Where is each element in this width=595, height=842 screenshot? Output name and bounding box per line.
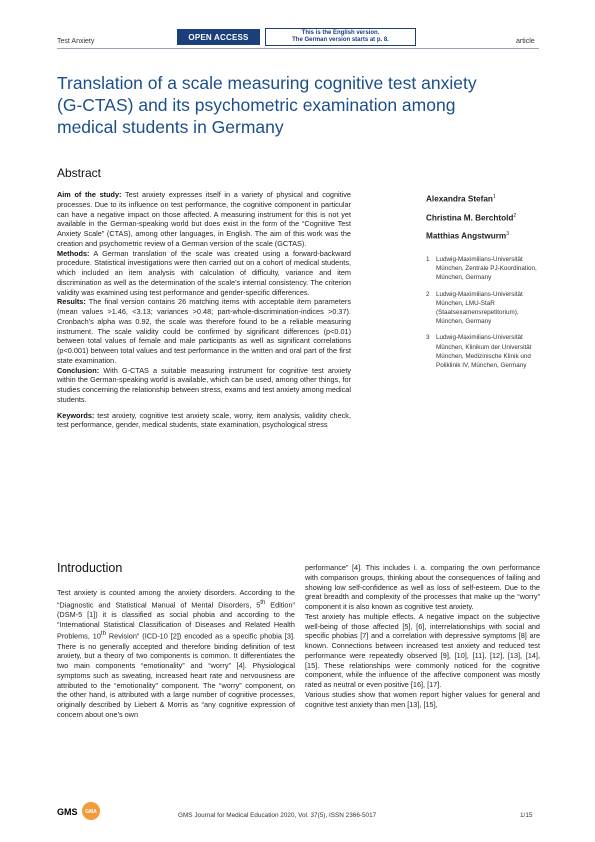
abstract-methods [57, 249, 351, 298]
header-divider [57, 48, 539, 49]
intro-paragraph-1-cont: performance” [4]. This includes i. a. comparing the own performance with comparison groups, thinking about the consequences of failing and showing low self-confidence as well as loss of self-esteem. Due to the great breadth and complexity of the processes that make up the “worry” component it is also known as cognitive test anxiety. [305, 563, 540, 611]
keywords-label: Keywords: [57, 410, 95, 420]
abstract-keywords [57, 411, 351, 431]
aim-label: Aim of the study: [57, 190, 122, 199]
introduction-heading: Introduction [57, 561, 123, 575]
conclusion-text: With G-CTAS a suitable measuring instrument for cognitive test anxiety within the German-speaking world is available, which can be used, among other things, for studies concerning the relationship between stress, exams and test anxiety among medical students. [57, 365, 351, 404]
abstract-body [57, 190, 351, 430]
author-list [426, 189, 546, 245]
methods-label: Methods: [57, 248, 90, 258]
results-label: Results: [57, 297, 86, 307]
intro-p1-sup-1: th [260, 598, 266, 606]
author-3-name: Matthias Angstwurm [426, 232, 507, 242]
open-access-badge: OPEN ACCESS [177, 29, 260, 45]
introduction-right-column [305, 563, 540, 709]
affiliation-1-text: Ludwig-Maximilians-Universität München, Zentrale PJ-Koordination, München, Germany [436, 256, 537, 282]
intro-p1-part-b: Edition” (DSM-5 [1]) it is classified as social phobia and according to the “International Statistical Classification of Diseases and Related Health Problems, 10 [57, 600, 295, 641]
gms-logo-graphic [57, 800, 109, 822]
language-note-line1: This is the English version. [301, 30, 380, 36]
keywords-text: test anxiety, cognitive test anxiety scale, worry, item analysis, validity check, test performance, gender, medical students, state examination, psychological stress [57, 410, 351, 430]
affiliation-item [426, 255, 546, 283]
author-name [426, 189, 546, 208]
intro-p1-part-c: Revision” (ICD-10 [2]) encoded as a specific phobia [3]. There is no generally accepted and therefore binding definition of test anxiety, but a theory of two components is common. It differentiates the two main components “emotionality” and “worry” [4]. Physiological symptoms such as sweating, increased heart rate and nervousness are attributed to the “emotionality” component. The “worry” component, on the other hand, is attributed with a large number of cognitive processes, originally described by Liebert & Morris as “any cognitive expression of concern about one’s own [57, 631, 296, 719]
article-type-label: article [516, 38, 535, 45]
affiliation-3-text: Ludwig-Maximilians-Universität München, Klinikum der Universität München, Medizinische Klinik und Poliklinik IV, München, Germany [436, 334, 532, 370]
author-1-sup: 1 [492, 194, 496, 200]
author-2-sup: 2 [513, 212, 517, 219]
methods-text: A German translation of the scale was created using a forward-backward procedure. Statistical investigations were then carried out on a cohort of medical students, which included an item analysis with calculation of difficulty, variance and item discrimination as well as the determination of the scale’s internal consistency. The criterion validity was examined using test performance and gender-specific differences. [57, 248, 351, 297]
affiliation-item [426, 290, 546, 327]
abstract-heading: Abstract [57, 166, 102, 180]
author-1-name: Alexandra Stefan [426, 194, 493, 204]
affiliation-2-number: 2 [426, 290, 430, 298]
affiliation-3-number: 3 [426, 334, 430, 342]
affiliation-item [426, 333, 546, 370]
page-number: 1/15 [520, 812, 533, 819]
abstract-conclusion [57, 366, 351, 405]
gms-logo [57, 800, 109, 822]
results-text: The final version contains 26 matching items with acceptable item parameters (mean values >1.46, <3.13; variances >0.48; part-whole-discrimination-indices >0.37). Cronbach’s alpha was 0.92, the scale was therefore found to be a reliable measuring instrument. The scale validity could be confirmed by significant differences (p<0.01) between total values of female and male participants as well as significant correlations (p<0.001) between total values and test performance in the written and oral part of the first state examination. [57, 297, 351, 365]
journal-section-label: Test Anxiety [57, 38, 95, 45]
affiliation-2-text: Ludwig-Maximilians-Universität München, LMU-StaR (Staatsexamensrepetitorium), München, Germany [436, 290, 523, 326]
intro-paragraph-1 [57, 588, 295, 720]
author-name [426, 208, 546, 227]
author-2-name: Christina M. Berchtold [426, 213, 514, 223]
intro-p1-sup-2: th [100, 630, 106, 638]
introduction-left-column [57, 588, 295, 720]
intro-paragraph-3: Various studies show that women report higher values for general and cognitive test anxiety than men [13], [15], [305, 689, 540, 709]
aim-text: Test anxiety expresses itself in a variety of physical and cognitive processes. Due to its influence on test performance, the cognitive component in particular can have a negative impact on those affected. A measuring instrument for this is not yet available in the German-speaking world but does exist in the form of the “Cognitive Test Anxiety Scale” (CTAS), among other languages, in English. The aim of this work was the creation and psychometric review of a German version of the scale (GCTAS). [57, 190, 351, 248]
gms-logo-text: GMS [57, 807, 78, 817]
intro-paragraph-2: Test anxiety has multiple effects. A negative impact on the subjective well-being of those affected [5], [6], interrelationships with social and specific phobias [7] and a correlation with depressive symptoms [8] are known. Connections between increased test anxiety and reduced test performance were repeatedly observed [9], [10], [11], [12], [13], [14], [15]. These relationships were commonly noticed for the cognitive component, while the influence of the affective component was mostly rated as neutral or even positive [16], [17]. [305, 611, 540, 689]
author-name [426, 226, 546, 245]
abstract-results [57, 297, 351, 365]
abstract-aim [57, 190, 351, 249]
affiliation-1-number: 1 [426, 256, 430, 263]
conclusion-label: Conclusion: [57, 365, 100, 375]
author-3-sup: 3 [506, 231, 509, 238]
gma-badge-text: GMA [85, 809, 97, 815]
intro-p1-part-a: Test anxiety is counted among the anxiety disorders. According to the “Diagnostic and Statistical Manual of Mental Disorders, 5 [57, 588, 295, 610]
language-note-line2: The German version starts at p. 8. [292, 37, 389, 43]
affiliation-list [426, 255, 546, 377]
language-note-box [265, 28, 416, 46]
footer-citation: GMS Journal for Medical Education 2020, Vol. 37(5), ISSN 2366-5017 [178, 812, 377, 819]
paper-title: Translation of a scale measuring cognitive test anxiety (G-CTAS) and its psychometric examination among medical students in Germany [57, 73, 477, 137]
